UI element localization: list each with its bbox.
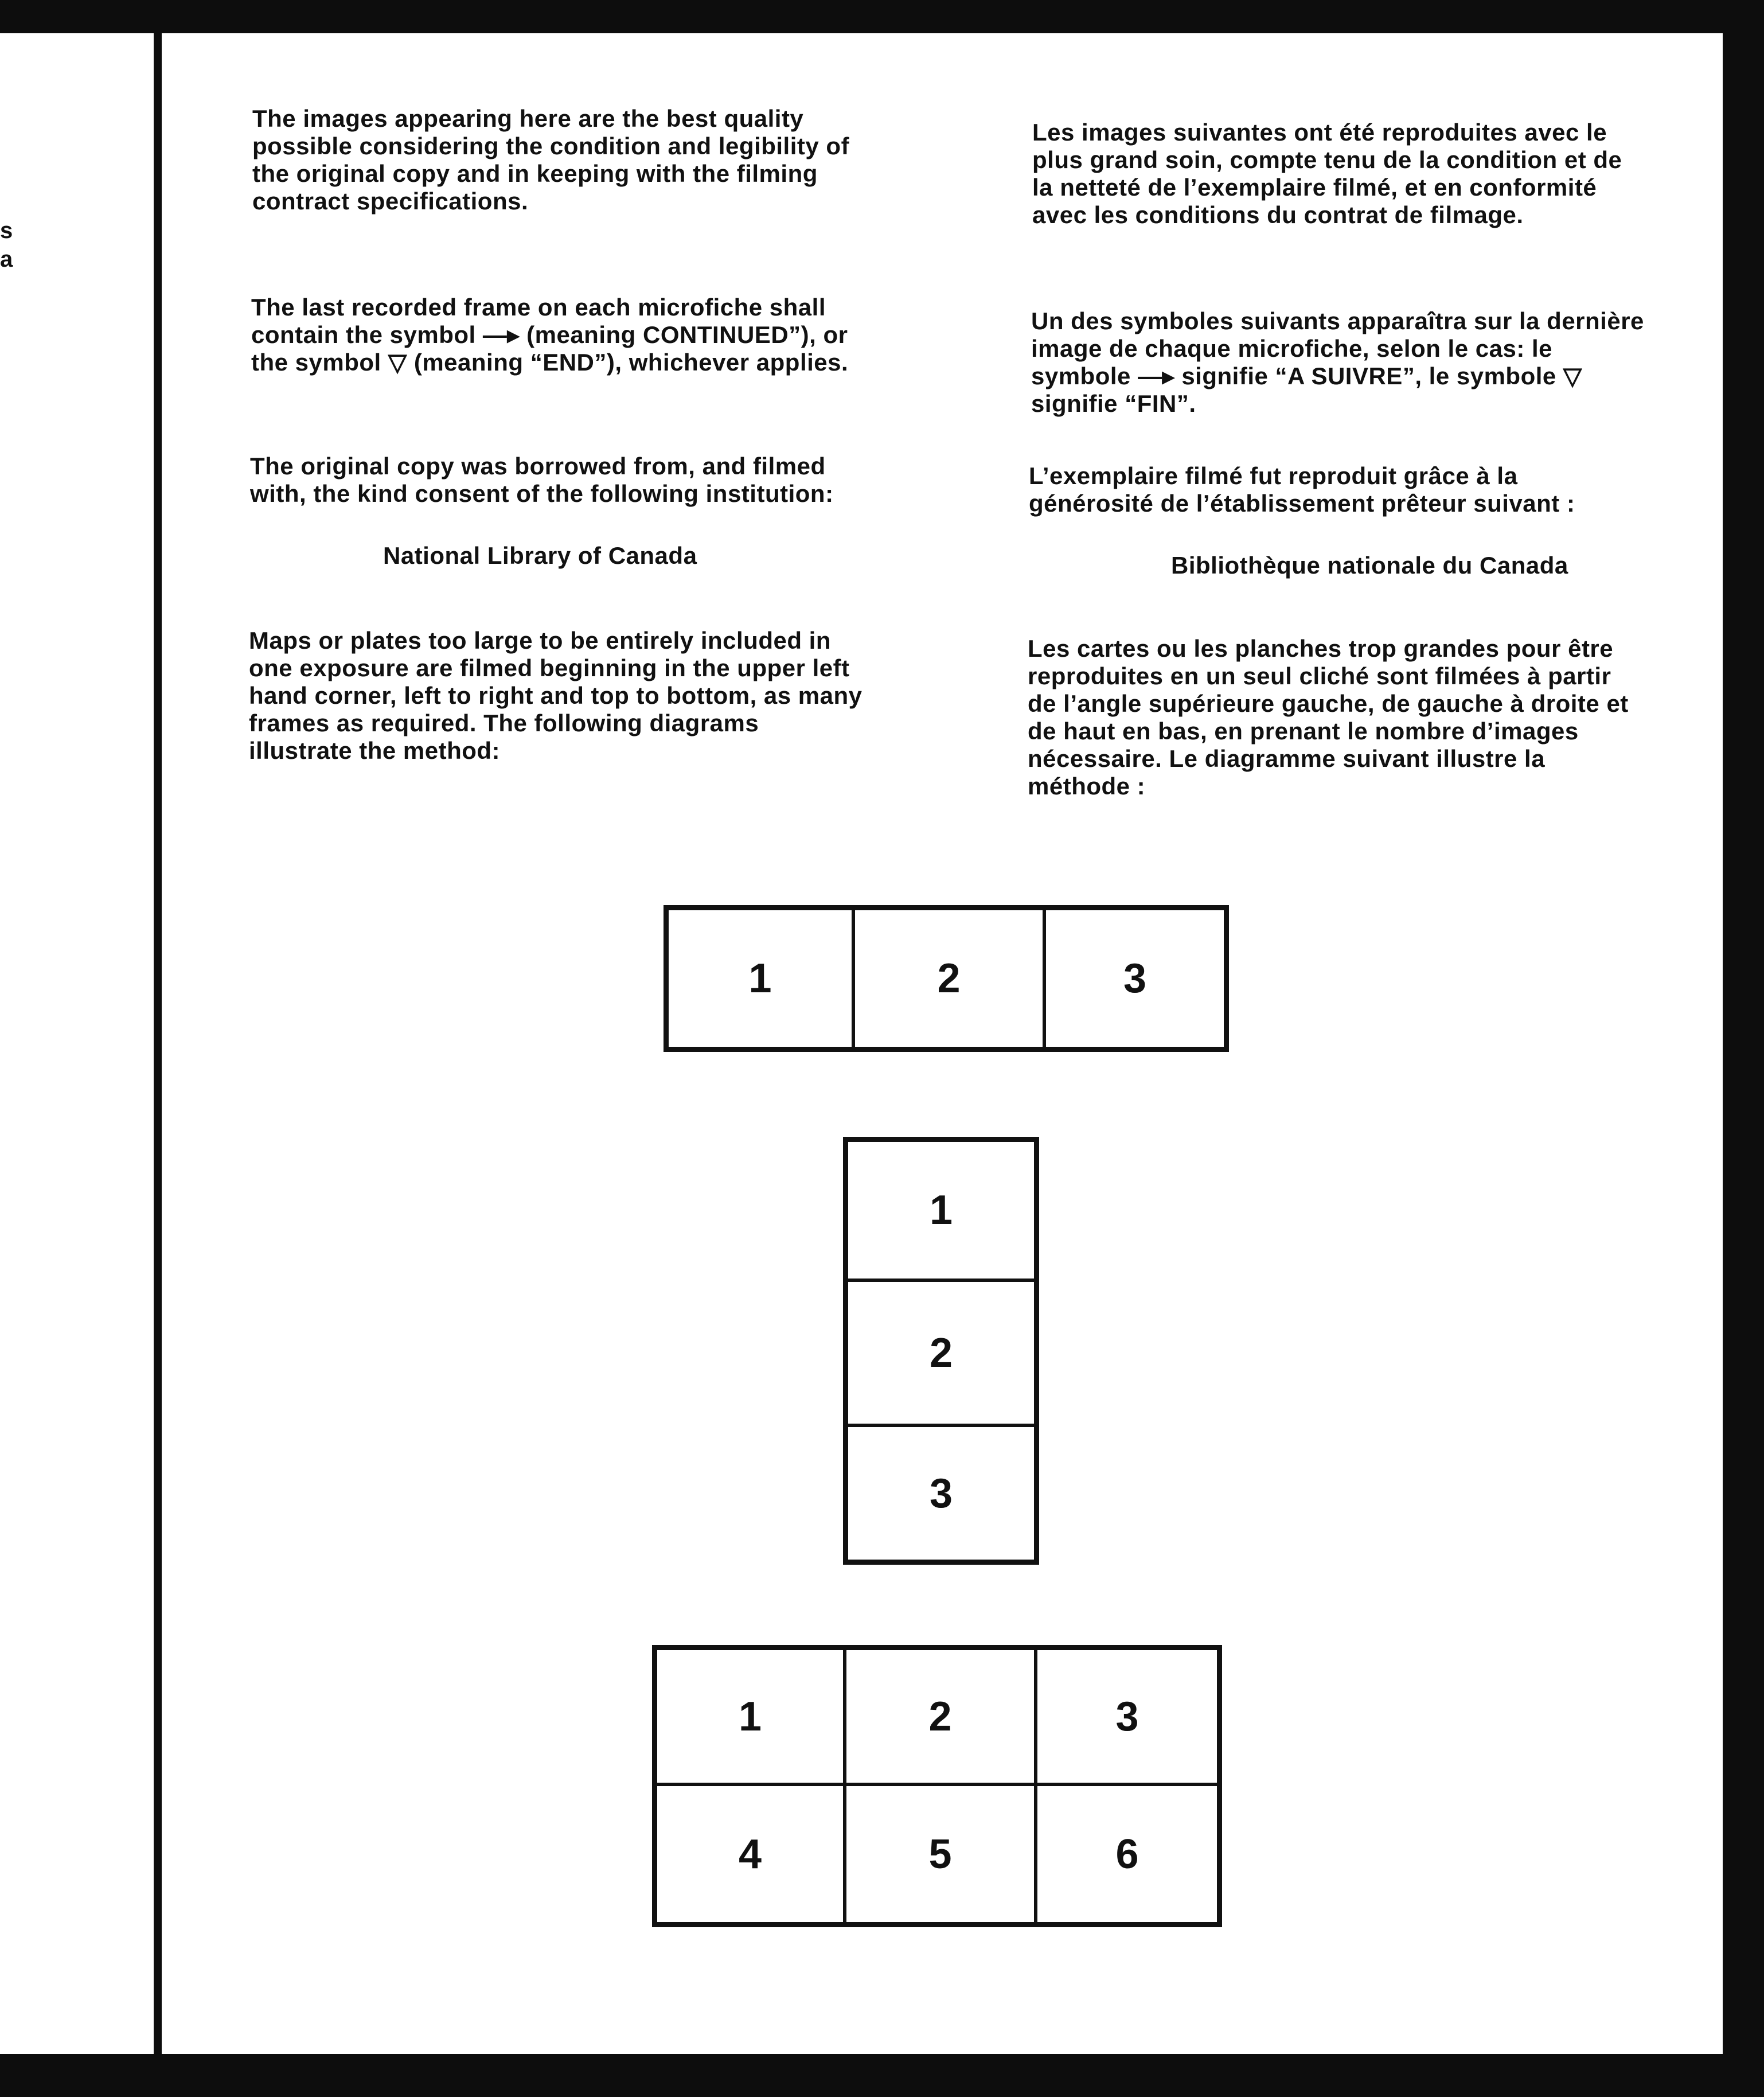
french-institution-name: Bibliothèque nationale du Canada [1171,552,1568,579]
french-institution-paragraph: L’exemplaire filmé fut reproduit grâce à la générosité de l’établissement prêteur suivant : [1029,462,1575,517]
diagram-cell: 6 [1036,1784,1219,1924]
diagram-cell: 1 [667,909,853,1048]
french-column [1027,0,1644,814]
diagram-cell: 3 [846,1425,1036,1561]
diagram-cell: 5 [845,1784,1036,1924]
diagram-cell: 4 [655,1784,845,1924]
english-institution-name: National Library of Canada [383,542,697,569]
english-quality-paragraph: The images appearing here are the best quality possible considering the condition and legibility of the original copy and in keeping with the filming contract specifications. [252,105,850,215]
diagram-column [843,1137,1039,1565]
french-maps-paragraph: Les cartes ou les planches trop grandes pour être reproduites en un seul cliché sont filmées à partir de l’angle supérieure gauche, de gauche à droite et de haut en bas, en prenant le nombre d’images nécessaire. Le diagramme suivant illustre la méthode : [1028,635,1629,800]
english-symbols-paragraph: The last recorded frame on each microfiche shall contain the symbol —▸ (meaning CONTINUED”), or the symbol ▽ (meaning “END”), whichever applies. [251,294,849,376]
frame-divider [154,0,162,2097]
scan-border-bottom [0,2054,1764,2097]
english-column [249,0,866,803]
diagram-cell: 3 [1044,909,1226,1048]
diagram-cell: 2 [853,909,1044,1048]
english-institution-paragraph: The original copy was borrowed from, and filmed with, the kind consent of the following institution: [250,453,834,507]
french-symbols-paragraph: Un des symboles suivants apparaîtra sur la dernière image de chaque microfiche, selon le cas: le symbole —▸ signifie “A SUIVRE”, le symbole ▽ signifie “FIN”. [1031,307,1644,417]
english-maps-paragraph: Maps or plates too large to be entirely included in one exposure are filmed beginning in the upper left hand corner, left to right and top to bottom, as many frames as required. The following diagrams illustrate the method: [249,627,863,764]
diagram-cell: 1 [846,1140,1036,1280]
diagram-grid [652,1645,1222,1927]
diagram-cell: 3 [1036,1648,1219,1784]
diagram-row [664,905,1229,1052]
diagram-cell: 1 [655,1648,845,1784]
french-quality-paragraph: Les images suivantes ont été reproduites avec le plus grand soin, compte tenu de la condition et de la netteté de l’exemplaire filmé, et en conformité avec les conditions du contrat de filmage. [1032,119,1622,228]
diagram-cell: 2 [845,1648,1036,1784]
diagram-cell: 2 [846,1280,1036,1425]
adjacent-frame-strip [0,33,154,2054]
scan-border-right [1723,0,1764,2097]
edge-fragment: s [0,218,13,243]
edge-fragment: a [0,247,13,272]
